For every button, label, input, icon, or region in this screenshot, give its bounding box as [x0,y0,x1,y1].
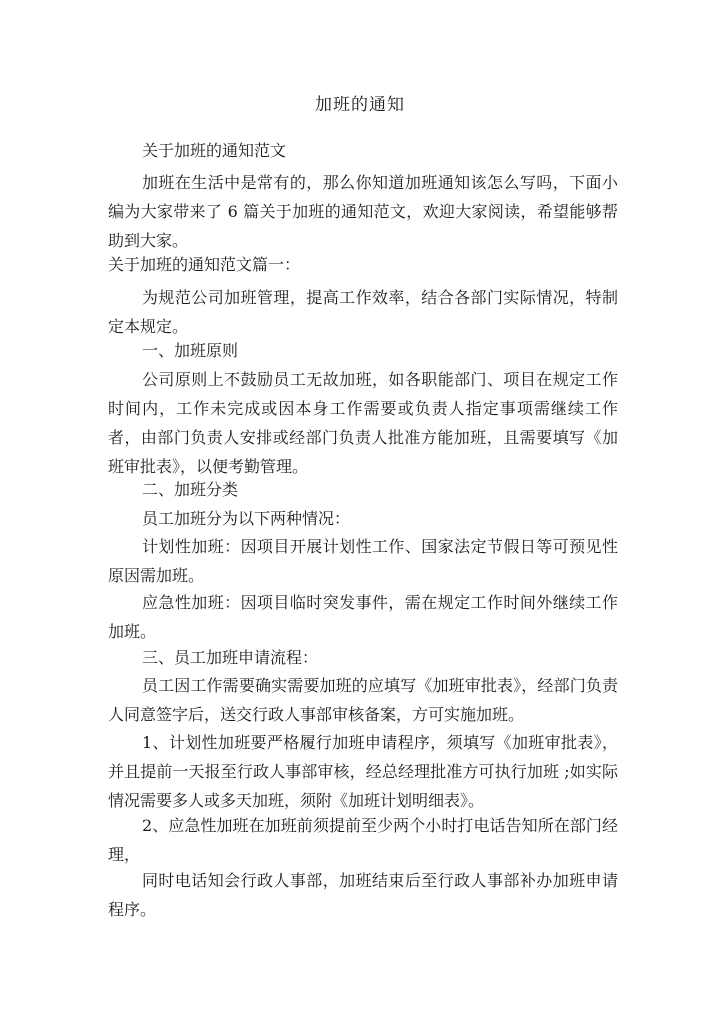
classification-intro: 员工加班分为以下两种情况： [142,509,351,528]
planned-overtime-paragraph: 计划性加班：因项目开展计划性工作、国家法定节假日等可预见性原因需加班。 [108,537,618,585]
planned-procedure-paragraph: 1、计划性加班要严格履行加班申请程序，须填写《加班审批表》，并且提前一天报至行政人事部审核，经总经理批准方可执行加班 ;如实际情况需要多人或多天加班，须附《加班计划明细表》。 [108,733,618,810]
subtitle-paragraph: 关于加班的通知范文 [142,141,287,160]
heading-application-process: 三、员工加班申请流程： [142,648,319,667]
principle-paragraph: 公司原则上不鼓励员工无故加班，如各职能部门、项目在规定工作时间内，工作未完成或因本身工作需要或负责人指定事项需继续工作者，由部门负责人安排或经部门负责人批准方能加班，且需要填写《加班审批表》，以便考勤管理。 [108,370,618,476]
heading-principle: 一、加班原则 [142,341,239,360]
application-paragraph: 员工因工作需要确实需要加班的应填写《加班审批表》，经部门负责人同意签字后，送交行政人事部审核备案，方可实施加班。 [108,676,618,724]
document-title: 加班的通知 [315,95,405,115]
section-heading-article-one: 关于加班的通知范文篇一： [108,255,301,274]
emergency-procedure-paragraph: 2、应急性加班在加班前须提前至少两个小时打电话告知所在部门经理， [108,816,618,864]
intro-paragraph: 加班在生活中是常有的，那么你知道加班通知该怎么写吗，下面小编为大家带来了 6 篇关于加班的通知范文，欢迎大家阅读，希望能够帮助到大家。 [108,173,618,250]
purpose-paragraph: 为规范公司加班管理，提高工作效率，结合各部门实际情况，特制定本规定。 [108,288,618,336]
notify-hr-paragraph: 同时电话知会行政人事部，加班结束后至行政人事部补办加班申请程序。 [108,871,618,919]
heading-classification: 二、加班分类 [142,480,239,499]
emergency-overtime-paragraph: 应急性加班：因项目临时突发事件，需在规定工作时间外继续工作加班。 [108,593,618,641]
